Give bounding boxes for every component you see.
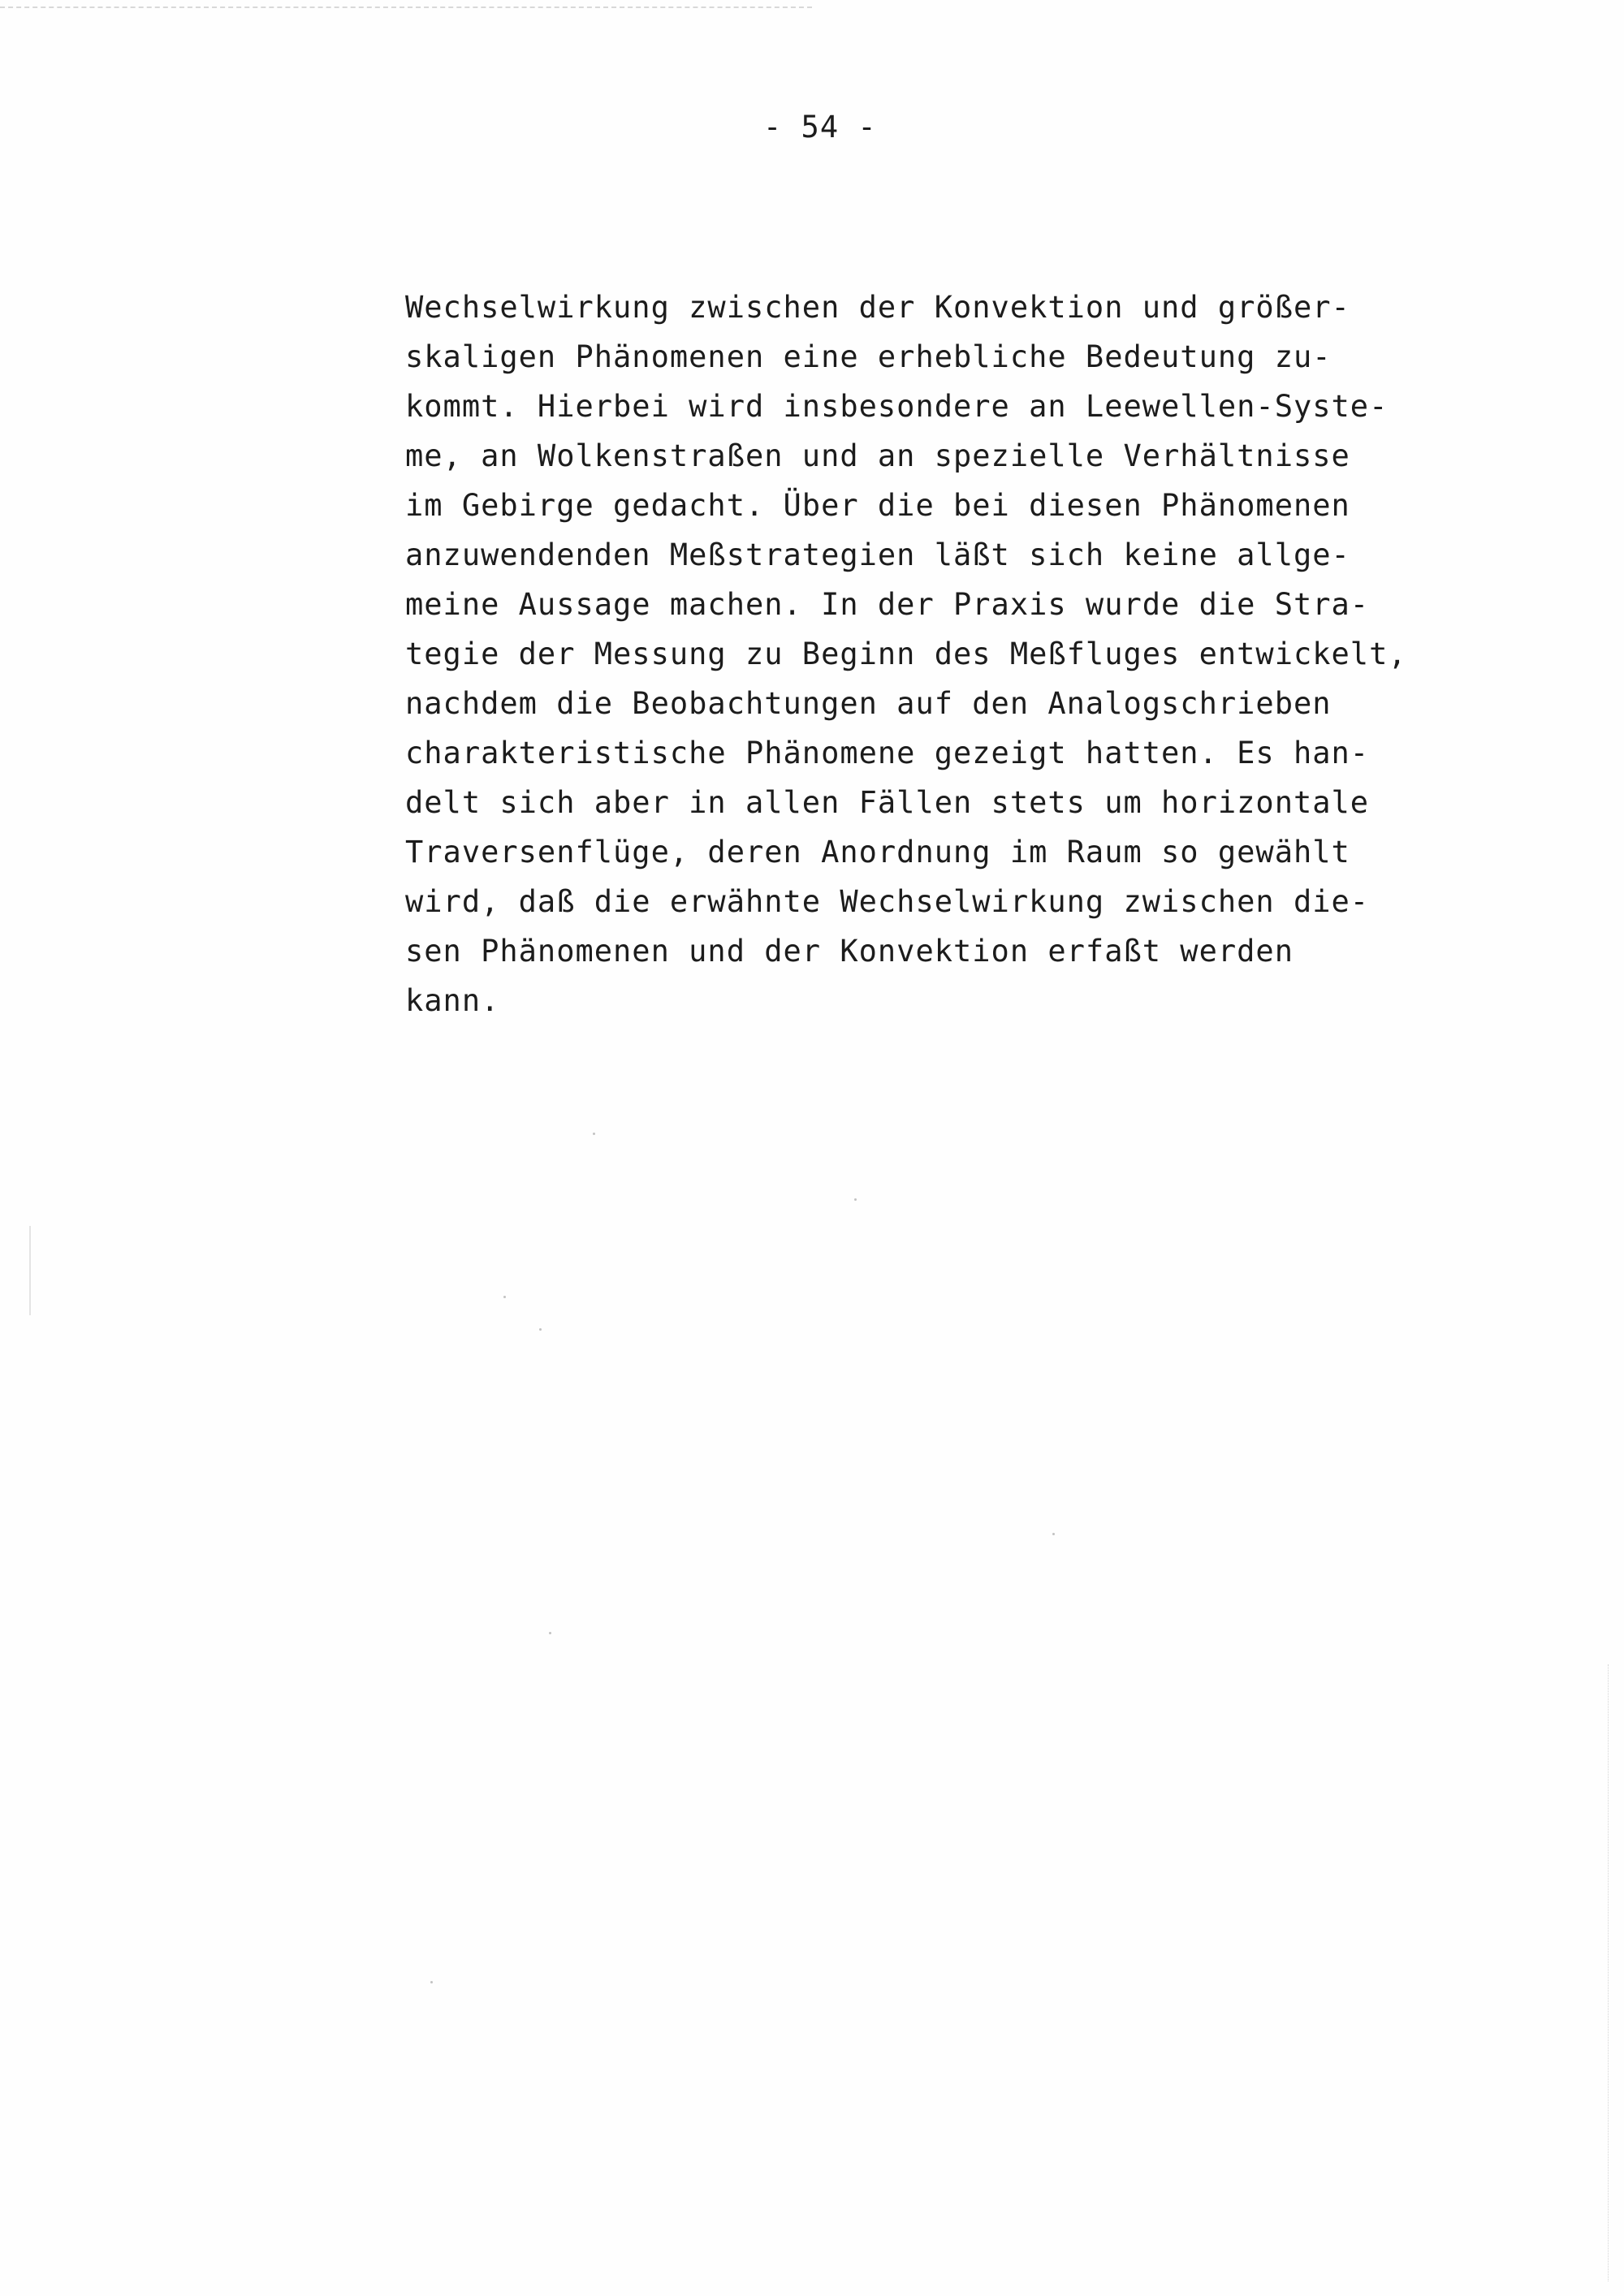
- text-line: charakteristische Phänomene gezeigt hatten. Es han-: [405, 736, 1370, 770]
- text-line: Wechselwirkung zwischen der Konvektion und größer-: [405, 290, 1350, 325]
- text-line: kann.: [405, 983, 500, 1018]
- text-line: meine Aussage machen. In der Praxis wurde die Stra-: [405, 587, 1370, 622]
- text-line: skaligen Phänomenen eine erhebliche Bedeutung zu-: [405, 339, 1332, 374]
- text-line: delt sich aber in allen Fällen stets um horizontale: [405, 785, 1370, 820]
- text-line: im Gebirge gedacht. Über die bei diesen Phänomenen: [405, 488, 1350, 523]
- scan-speck: [593, 1133, 595, 1135]
- page-number: - 54 -: [763, 110, 877, 145]
- body-paragraph: [405, 283, 1542, 1025]
- text-line: kommt. Hierbei wird insbesondere an Leewellen-Syste-: [405, 389, 1389, 424]
- text-line: sen Phänomenen und der Konvektion erfaßt werden: [405, 934, 1294, 969]
- scan-speck: [1052, 1533, 1055, 1535]
- scan-speck: [854, 1198, 857, 1201]
- text-line: tegie der Messung zu Beginn des Meßfluges entwickelt,: [405, 637, 1407, 671]
- scan-speck: [503, 1296, 506, 1298]
- text-line: wird, daß die erwähnte Wechselwirkung zwischen die-: [405, 884, 1370, 919]
- text-line: nachdem die Beobachtungen auf den Analogschrieben: [405, 686, 1332, 721]
- scan-edge-left: [29, 1226, 31, 1315]
- text-line: me, an Wolkenstraßen und an spezielle Verhältnisse: [405, 438, 1350, 473]
- scan-edge-top: [0, 6, 812, 8]
- text-line: Traversenflüge, deren Anordnung im Raum so gewählt: [405, 835, 1350, 870]
- scan-speck: [430, 1981, 433, 1983]
- text-line: anzuwendenden Meßstrategien läßt sich keine allge-: [405, 537, 1350, 572]
- scan-edge-right: [1608, 1664, 1609, 2281]
- scan-speck: [549, 1632, 551, 1634]
- scan-speck: [539, 1328, 542, 1331]
